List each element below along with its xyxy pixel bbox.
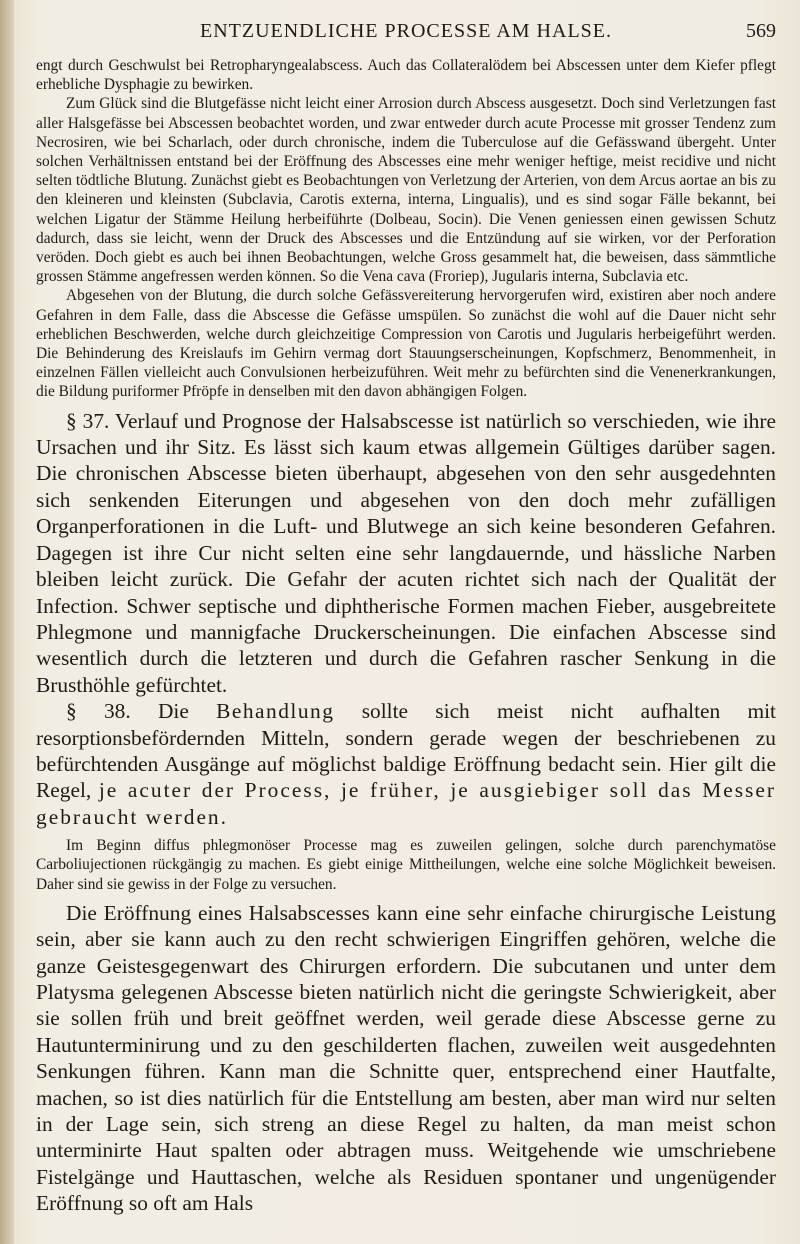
section-38-behandlung: Behandlung [216, 699, 335, 724]
page-number: 569 [746, 20, 776, 42]
page-header [36, 20, 776, 50]
page-spine-shadow [0, 0, 14, 1244]
section-38-paragraph [36, 698, 776, 830]
paragraph-blutgefaesse: Zum Glück sind die Blutgefässe nicht leicht einer Arrosion durch Abscess ausgesetzt. Doch sind Verletzungen fast aller Halsgefässe bei Abscessen beobachtet worden, und zwar entweder durch acute Processe mit grosser Tendenz zum Necrosiren, wie bei Scharlach, oder durch chronische, indem die Tuberculose auf die Gefässwand übergeht. Unter solchen Verhältnissen entstand bei der Eröffnung des Abscesses eine mehr weniger heftige, meist recidive und nicht selten tödtliche Blutung. Zunächst giebt es Beobachtungen von Verletzung der Arterien, von dem Arcus aortae an bis zu den kleineren und kleinsten (Subclavia, Carotis externa, interna, Lingualis), und es sind sogar Fälle bekannt, bei welchen Ligatur der Stämme Heilung herbeiführte (Dolbeau, Socin). Die Venen geniessen einen gewissen Schutz dadurch, dass sie leicht, wenn der Druck des Abscesses und die Entzündung auf sie wirken, vor der Perforation veröden. Doch giebt es auch bei ihnen Beobachtungen, welche Gross gesammelt hat, die beweisen, dass sämmtliche grossen Stämme angefressen werden können. So die Vena cava (Froriep), Jugularis interna, Subclavia etc. [36, 95, 776, 286]
paragraph-abgesehen: Abgesehen von der Blutung, die durch solche Gefässvereiterung hervorgerufen wird, existiren aber noch andere Gefahren in dem Falle, dass die Abscesse die Gefässe umspülen. So zunächst die wohl auf die Dauer nicht sehr erheblichen Beschwerden, welche durch gleichzeitige Compression von Carotis und Jugularis herbeigeführt werden. Die Behinderung des Kreislaufs im Gehirn vermag dort Stauungserscheinungen, Kopfschmerz, Benommenheit, in einzelnen Fällen vielleicht auch Convulsionen herbeizuführen. Weit mehr zu befürchten sind die Venenerkrankungen, die Bildung puriformer Pfröpfe in denselben mit den davon abhängigen Folgen. [36, 287, 776, 401]
large-print-block-2 [36, 900, 776, 1217]
section-37-paragraph: § 37. Verlauf und Prognose der Halsabscesse ist natürlich so verschieden, wie ihre Ursachen und ihr Sitz. Es lässt sich kaum etwas allgemein Gültiges darüber sagen. Die chronischen Abscesse bieten überhaupt, abgesehen von den sehr ausgedehnten sich senkenden Eiterungen und abgesehen von den doch mehr zufälligen Organperforationen in die Luft- und Blutwege an sich keine besonderen Gefahren. Dagegen ist ihre Cur nicht selten eine sehr langdauernde, und hässliche Narben bleiben leicht zurück. Die Gefahr der acuten richtet sich nach der Qualität der Infection. Schwer septische und diphtherische Formen machen Fieber, ausgebreitete Phlegmone und mannigfache Druckerscheinungen. Die einfachen Abscesse sind wesentlich durch die letzteren und durch die Gefahren rascher Senkung in die Brusthöhle gefürchtet. [36, 408, 776, 697]
section-38-mid: sollte sich meist nicht aufhalten mit resorptionsbefördernden Mitteln, sondern gerade wegen der beschriebenen zu befürchtenden Ausgänge auf möglichst baldige Eröffnung bedacht sein. Hier gilt die Regel, [36, 699, 776, 803]
large-print-block-1 [36, 408, 776, 831]
small-print-block-2 [36, 836, 776, 894]
section-38-start: § 38. Die [66, 699, 217, 724]
paragraph-continued: engt durch Geschwulst bei Retropharyngealabscess. Auch das Collateralödem bei Abscessen unter dem Kiefer pflegt erhebliche Dysphagie zu bewirken. [36, 57, 776, 94]
section-38-rule: je acuter der Process, je früher, je ausgiebiger soll das Messer gebraucht werden. [36, 778, 777, 829]
small-print-block-1 [36, 56, 776, 402]
running-title: ENTZUENDLICHE PROCESSE AM HALSE. [199, 20, 612, 42]
paragraph-carbolinjectionen: Im Beginn diffus phlegmonöser Processe mag es zuweilen gelingen, solche durch parenchymatöse Carboliujectionen rückgängig zu machen. Es giebt einige Mittheilungen, welche eine solche Möglichkeit beweisen. Daher sind sie gewiss in der Folge zu versuchen. [36, 837, 776, 893]
paragraph-eroeffnung: Die Eröffnung eines Halsabscesses kann eine sehr einfache chirurgische Leistung sein, aber sie kann auch zu den recht schwierigen Eingriffen gehören, welche die ganze Geistesgegenwart des Chirurgen erfordern. Die subcutanen und unter dem Platysma gelegenen Abscesse bieten natürlich nicht die geringste Schwierigkeit, aber sie sollen früh und breit geöffnet werden, weil gerade diese Abscesse gerne zu Hautunterminirung und zu den geschilderten flachen, zuweilen weit ausgedehnten Senkungen führen. Kann man die Schnitte quer, entsprechend einer Hautfalte, machen, so ist dies natürlich für die Entstellung am besten, aber man wird nur selten in der Lage sein, sich streng an diese Regel zu halten, da man meist schon unterminirte Haut spalten oder abtragen muss. Weitgehende wie umschriebene Fistelgänge und Hauttaschen, welche als Residuen spontaner und ungenügender Eröffnung so oft am Hals [36, 900, 776, 1216]
page-body [36, 56, 776, 1217]
